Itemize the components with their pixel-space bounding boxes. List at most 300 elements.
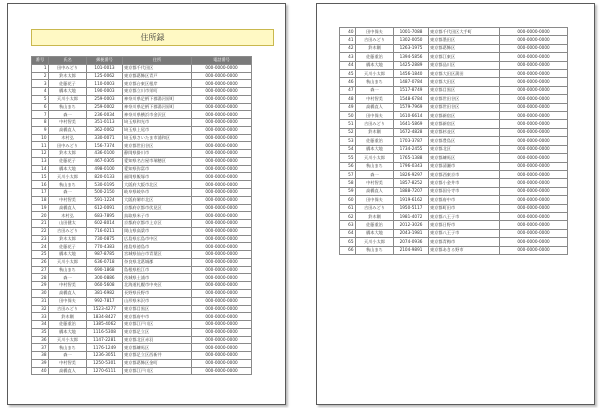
- table-row: [32, 103, 252, 111]
- cell-address: 東京都府中市: [123, 313, 192, 321]
- cell-no: 34: [32, 321, 49, 329]
- cell-no: 41: [340, 36, 356, 44]
- cell-zip: 1302-0050: [394, 36, 429, 44]
- cell-zip: 500-2150: [87, 189, 123, 197]
- cell-name: 中村智美: [356, 179, 394, 187]
- cell-address: 神奈川県横浜市金沢区: [123, 111, 192, 119]
- cell-zip: 1116-5308: [87, 328, 123, 336]
- cell-name: 佐藤花子: [49, 157, 87, 165]
- cell-tel: 000-0000-0000: [192, 212, 252, 220]
- table-row: [32, 336, 252, 344]
- cell-tel: 000-0000-0000: [500, 36, 568, 44]
- cell-tel: 000-0000-0000: [500, 170, 568, 178]
- table-row: [340, 120, 568, 128]
- cell-no: 18: [32, 196, 49, 204]
- table-row: [340, 145, 568, 153]
- cell-no: 53: [340, 137, 356, 145]
- cell-tel: 000-0000-0000: [500, 204, 568, 212]
- cell-name: 天川小太郎: [49, 95, 87, 103]
- cell-tel: 000-0000-0000: [192, 103, 252, 111]
- cell-name: 中村智美: [49, 196, 87, 204]
- cell-tel: 000-0000-0000: [192, 173, 252, 181]
- cell-tel: 000-0000-0000: [192, 282, 252, 290]
- cell-name: 山田健太: [49, 220, 87, 228]
- cell-tel: 000-0000-0000: [500, 162, 568, 170]
- table-row: [340, 103, 568, 111]
- table-row: [32, 204, 252, 212]
- table-row: [32, 220, 252, 228]
- table-row: [32, 196, 252, 204]
- cell-zip: 1703-3787: [394, 137, 429, 145]
- cell-name: 木村弘: [49, 212, 87, 220]
- cell-no: 63: [340, 221, 356, 229]
- cell-zip: 1517-8749: [394, 86, 429, 94]
- cell-tel: 000-0000-0000: [192, 344, 252, 352]
- cell-name: 橋本大地: [356, 61, 394, 69]
- table-row: [340, 128, 568, 136]
- cell-name: 佐藤重治: [49, 321, 87, 329]
- cell-name: 高橋直人: [356, 187, 394, 195]
- cell-no: 36: [32, 336, 49, 344]
- cell-no: 20: [32, 212, 49, 220]
- cell-no: 7: [32, 111, 49, 119]
- cell-zip: 1641-5869: [394, 120, 429, 128]
- cell-address: 岐阜県岐阜市: [123, 189, 192, 197]
- cell-zip: 602-8014: [87, 220, 123, 228]
- cell-address: 東京都小金井市: [429, 179, 500, 187]
- header-address: 住所: [123, 57, 192, 65]
- cell-tel: 000-0000-0000: [500, 128, 568, 136]
- cell-zip: 1425-2889: [394, 61, 429, 69]
- cell-no: 61: [340, 204, 356, 212]
- cell-zip: 362-0062: [87, 126, 123, 134]
- cell-address: 大阪府堺市北区: [123, 196, 192, 204]
- cell-address: 東京都目黒区: [123, 305, 192, 313]
- cell-address: 東京都練馬区: [123, 344, 192, 352]
- cell-address: 神奈川県足柄下郡湯河原町: [123, 103, 192, 111]
- cell-name: 木村弘: [49, 134, 87, 142]
- cell-tel: 000-0000-0000: [500, 28, 568, 36]
- cell-tel: 000-0000-0000: [192, 297, 252, 305]
- cell-zip: 992-7817: [87, 297, 123, 305]
- table-row: [340, 53, 568, 61]
- cell-zip: 612-0091: [87, 204, 123, 212]
- cell-zip: 381-6982: [87, 289, 123, 297]
- cell-tel: 000-0000-0000: [500, 95, 568, 103]
- cell-name: 橋本大地: [49, 88, 87, 96]
- cell-name: 中村智美: [49, 359, 87, 367]
- cell-zip: 820-0133: [87, 173, 123, 181]
- cell-tel: 000-0000-0000: [192, 220, 252, 228]
- cell-tel: 000-0000-0000: [500, 103, 568, 111]
- table-row: [340, 86, 568, 94]
- cell-name: 佐藤花子: [49, 243, 87, 251]
- table-row: [32, 64, 252, 72]
- cell-name: 中村智美: [356, 95, 394, 103]
- table-row: [340, 246, 568, 254]
- table-row: [32, 181, 252, 189]
- cell-tel: 000-0000-0000: [500, 53, 568, 61]
- cell-tel: 000-0000-0000: [192, 157, 252, 165]
- cell-no: 8: [32, 119, 49, 127]
- cell-name: 吉田みどり: [49, 227, 87, 235]
- header-zip: 郵便番号: [87, 57, 123, 65]
- cell-tel: 000-0000-0000: [192, 266, 252, 274]
- cell-address: 東京都府中市: [429, 196, 500, 204]
- cell-zip: 1834-8427: [87, 313, 123, 321]
- table-row: [340, 70, 568, 78]
- cell-no: 11: [32, 142, 49, 150]
- cell-address: 東京都あきる野市: [429, 246, 500, 254]
- cell-zip: 156-7374: [87, 142, 123, 150]
- cell-zip: 300-0886: [87, 274, 123, 282]
- cell-zip: 770-4383: [87, 243, 123, 251]
- cell-name: 天川小太郎: [356, 238, 394, 246]
- header-no: 番号: [32, 57, 49, 65]
- cell-address: 埼玉県和光市: [123, 119, 192, 127]
- cell-name: 天川小太郎: [356, 70, 394, 78]
- cell-tel: 000-0000-0000: [500, 137, 568, 145]
- table-row: [32, 88, 252, 96]
- cell-no: 48: [340, 95, 356, 103]
- cell-address: 徳島県徳島市: [123, 243, 192, 251]
- cell-tel: 000-0000-0000: [500, 187, 568, 195]
- cell-address: 北海道札幌市中央区: [123, 282, 192, 290]
- cell-no: 30: [32, 289, 49, 297]
- cell-address: 広島県広島市中区: [123, 235, 192, 243]
- header-tel: 電話番号: [192, 57, 252, 65]
- cell-zip: 1734-2455: [394, 145, 429, 153]
- table-row: [32, 134, 252, 142]
- cell-name: 高橋直人: [49, 289, 87, 297]
- cell-name: 田中みどり: [49, 64, 87, 72]
- cell-address: 東京都八王子市: [429, 229, 500, 237]
- cell-zip: 1270-6111: [87, 367, 123, 375]
- cell-name: 田中保夫: [356, 196, 394, 204]
- table-row: [340, 238, 568, 246]
- cell-address: 茨城県土浦市: [123, 274, 192, 282]
- table-row: [32, 313, 252, 321]
- cell-tel: 000-0000-0000: [500, 238, 568, 246]
- cell-zip: 060-5608: [87, 282, 123, 290]
- address-table-page-1: [31, 56, 252, 375]
- cell-name: 高橋直人: [49, 126, 87, 134]
- cell-zip: 1981-4072: [394, 212, 429, 220]
- cell-tel: 000-0000-0000: [192, 181, 252, 189]
- cell-no: 16: [32, 181, 49, 189]
- cell-address: 東京都西東京市: [429, 170, 500, 178]
- cell-no: 45: [340, 70, 356, 78]
- cell-no: 60: [340, 196, 356, 204]
- cell-no: 39: [32, 359, 49, 367]
- cell-zip: 1523-4277: [87, 305, 123, 313]
- cell-address: 東京都国分寺市: [429, 187, 500, 195]
- cell-tel: 000-0000-0000: [192, 321, 252, 329]
- cell-zip: 2104-9891: [394, 246, 429, 254]
- cell-no: 40: [340, 28, 356, 36]
- table-row: [32, 266, 252, 274]
- table-row: [340, 204, 568, 212]
- cell-no: 17: [32, 189, 49, 197]
- cell-zip: 467-0305: [87, 157, 123, 165]
- cell-zip: 1672-4828: [394, 128, 429, 136]
- cell-no: 6: [32, 103, 49, 111]
- cell-address: 東京都立川市栄町: [123, 88, 192, 96]
- table-row: [32, 235, 252, 243]
- cell-zip: 2074-0936: [394, 238, 429, 246]
- cell-tel: 000-0000-0000: [192, 336, 252, 344]
- table-row: [32, 243, 252, 251]
- cell-address: 東京都墨田区: [429, 36, 500, 44]
- table-row: [32, 282, 252, 290]
- cell-name: 秋山まち: [49, 344, 87, 352]
- cell-address: 東京都台東区根岸: [123, 80, 192, 88]
- page-2: [316, 3, 595, 405]
- cell-tel: 000-0000-0000: [192, 150, 252, 158]
- cell-no: 35: [32, 328, 49, 336]
- cell-tel: 000-0000-0000: [192, 251, 252, 259]
- cell-address: 東京都新宿区: [429, 112, 500, 120]
- table-row: [32, 305, 252, 313]
- cell-no: 54: [340, 145, 356, 153]
- cell-name: 田中保夫: [356, 112, 394, 120]
- cell-zip: 101-0013: [87, 64, 123, 72]
- cell-address: 東京都江戸川区: [123, 321, 192, 329]
- cell-tel: 000-0000-0000: [192, 189, 252, 197]
- cell-address: 東京都目黒区: [429, 86, 500, 94]
- cell-name: 高橋直人: [356, 103, 394, 111]
- cell-name: 森一: [356, 86, 394, 94]
- cell-zip: 2012-3026: [394, 221, 429, 229]
- cell-zip: 1236-3051: [87, 352, 123, 360]
- cell-zip: 1487-0784: [394, 78, 429, 86]
- cell-address: 岡山県高梁市: [123, 227, 192, 235]
- cell-zip: 530-0195: [87, 181, 123, 189]
- cell-zip: 125-0062: [87, 72, 123, 80]
- cell-no: 64: [340, 229, 356, 237]
- cell-address: 東京都千代田区大手町: [429, 28, 500, 36]
- cell-address: 宮城県仙台市青葉区: [123, 251, 192, 259]
- cell-no: 29: [32, 282, 49, 290]
- cell-address: 東京都豊島区: [429, 137, 500, 145]
- cell-address: 東京都北区赤羽: [123, 336, 192, 344]
- cell-zip: 716-0211: [87, 227, 123, 235]
- cell-address: 東京都世田谷区: [429, 103, 500, 111]
- cell-address: 神奈川県足柄下郡湯河原町: [123, 95, 192, 103]
- cell-zip: 1919-6162: [394, 196, 429, 204]
- table-row: [32, 173, 252, 181]
- cell-name: 鈴木剛: [49, 313, 87, 321]
- address-table-page-2: [339, 27, 568, 255]
- table-row: [32, 95, 252, 103]
- cell-tel: 000-0000-0000: [192, 328, 252, 336]
- cell-address: 東京都千代田区: [123, 64, 192, 72]
- cell-no: 9: [32, 126, 49, 134]
- cell-address: 東京都葛飾区青戸: [123, 72, 192, 80]
- cell-address: 東京都葛飾区金町: [123, 359, 192, 367]
- table-row: [340, 187, 568, 195]
- table-row: [32, 72, 252, 80]
- cell-name: 天川小太郎: [49, 336, 87, 344]
- cell-name: 森一: [356, 170, 394, 178]
- cell-no: 44: [340, 61, 356, 69]
- cell-zip: 1857-8252: [394, 179, 429, 187]
- cell-no: 25: [32, 251, 49, 259]
- cell-name: 佐藤花子: [49, 80, 87, 88]
- cell-zip: 690-1868: [87, 266, 123, 274]
- cell-tel: 000-0000-0000: [500, 196, 568, 204]
- cell-no: 55: [340, 154, 356, 162]
- cell-zip: 259-0002: [87, 103, 123, 111]
- cell-tel: 000-0000-0000: [500, 145, 568, 153]
- cell-address: 愛知県弥富市: [123, 165, 192, 173]
- cell-zip: 1888-7207: [394, 187, 429, 195]
- table-row: [32, 344, 252, 352]
- cell-zip: 351-0113: [87, 119, 123, 127]
- cell-name: 秋山まち: [49, 103, 87, 111]
- cell-tel: 000-0000-0000: [192, 64, 252, 72]
- cell-no: 15: [32, 173, 49, 181]
- cell-address: 東京都杉並区: [429, 128, 500, 136]
- cell-zip: 1950-5117: [394, 204, 429, 212]
- table-row: [340, 229, 568, 237]
- cell-no: 12: [32, 150, 49, 158]
- cell-tel: 000-0000-0000: [192, 119, 252, 127]
- table-row: [32, 274, 252, 282]
- cell-address: 東京都大田区蒲田: [429, 70, 500, 78]
- cell-tel: 000-0000-0000: [192, 80, 252, 88]
- table-row: [32, 80, 252, 88]
- cell-no: 42: [340, 44, 356, 52]
- cell-name: 佐藤重治: [356, 221, 394, 229]
- table-header-row: [32, 57, 252, 65]
- cell-tel: 000-0000-0000: [500, 70, 568, 78]
- cell-name: 橋本大地: [356, 229, 394, 237]
- table-row: [32, 359, 252, 367]
- cell-tel: 000-0000-0000: [500, 246, 568, 254]
- cell-name: 橋本大地: [356, 145, 394, 153]
- table-row: [340, 112, 568, 120]
- table-row: [32, 111, 252, 119]
- cell-no: 5: [32, 95, 49, 103]
- table-row: [340, 78, 568, 86]
- table-row: [340, 61, 568, 69]
- cell-name: 吉田みどり: [356, 204, 394, 212]
- cell-address: 福岡県飯塚市: [123, 173, 192, 181]
- cell-zip: 436-0100: [87, 150, 123, 158]
- cell-name: 森一: [49, 352, 87, 360]
- cell-no: 10: [32, 134, 49, 142]
- cell-no: 51: [340, 120, 356, 128]
- cell-zip: 236-0034: [87, 111, 123, 119]
- cell-no: 38: [32, 352, 49, 360]
- cell-address: 東京都足立区: [123, 328, 192, 336]
- cell-address: 東京都品川区: [429, 61, 500, 69]
- cell-no: 50: [340, 112, 356, 120]
- cell-name: 田中保夫: [49, 297, 87, 305]
- cell-no: 57: [340, 170, 356, 178]
- cell-zip: 330-0071: [87, 134, 123, 142]
- cell-address: 東京都足立区西新井: [123, 352, 192, 360]
- cell-no: 56: [340, 162, 356, 170]
- table-row: [32, 258, 252, 266]
- cell-no: 47: [340, 86, 356, 94]
- cell-zip: 110-0003: [87, 80, 123, 88]
- cell-name: 鈴木剛: [356, 128, 394, 136]
- cell-name: 森一: [49, 111, 87, 119]
- cell-address: 東京都清瀬市: [429, 162, 500, 170]
- table-row: [340, 162, 568, 170]
- cell-address: 京都府京都市伏見区: [123, 204, 192, 212]
- cell-zip: 636-0718: [87, 258, 123, 266]
- cell-no: 23: [32, 235, 49, 243]
- header-name: 氏名: [49, 57, 87, 65]
- cell-no: 37: [32, 344, 49, 352]
- cell-tel: 000-0000-0000: [192, 111, 252, 119]
- cell-zip: 1765-1388: [394, 154, 429, 162]
- cell-name: 鈴木太郎: [49, 235, 87, 243]
- cell-address: 東京都八王子市: [429, 212, 500, 220]
- cell-tel: 000-0000-0000: [500, 61, 568, 69]
- table-row: [32, 157, 252, 165]
- cell-name: 鈴木太郎: [49, 150, 87, 158]
- cell-tel: 000-0000-0000: [192, 313, 252, 321]
- cell-no: 4: [32, 88, 49, 96]
- cell-no: 52: [340, 128, 356, 136]
- cell-no: 13: [32, 157, 49, 165]
- cell-name: 中村智美: [49, 282, 87, 290]
- cell-tel: 000-0000-0000: [192, 72, 252, 80]
- cell-no: 27: [32, 266, 49, 274]
- cell-no: 24: [32, 243, 49, 251]
- cell-no: 43: [340, 53, 356, 61]
- table-row: [32, 126, 252, 134]
- cell-address: 東京都江戸川区: [123, 367, 192, 375]
- table-row: [32, 297, 252, 305]
- cell-name: 秋山まち: [356, 78, 394, 86]
- cell-tel: 000-0000-0000: [192, 165, 252, 173]
- cell-address: 愛知県名古屋市瑞穂区: [123, 157, 192, 165]
- cell-name: 田中保夫: [356, 28, 394, 36]
- cell-address: 東京都新宿区: [429, 120, 500, 128]
- cell-name: 鈴木剛: [356, 212, 394, 220]
- cell-name: 中村智美: [49, 119, 87, 127]
- cell-zip: 1826-9297: [394, 170, 429, 178]
- cell-tel: 000-0000-0000: [192, 95, 252, 103]
- cell-name: 高橋直人: [49, 204, 87, 212]
- table-row: [32, 142, 252, 150]
- cell-name: 秋山まち: [356, 246, 394, 254]
- table-row: [32, 189, 252, 197]
- cell-address: 東京都青梅市: [429, 238, 500, 246]
- cell-name: 鈴木剛: [356, 44, 394, 52]
- cell-name: 田中みどり: [49, 142, 87, 150]
- table-row: [32, 328, 252, 336]
- cell-name: 森一: [49, 189, 87, 197]
- cell-zip: 1394-5856: [394, 53, 429, 61]
- cell-address: 埼玉県上尾市: [123, 126, 192, 134]
- cell-zip: 1147-2281: [87, 336, 123, 344]
- cell-no: 21: [32, 220, 49, 228]
- cell-tel: 000-0000-0000: [192, 274, 252, 282]
- cell-name: 鈴木太郎: [49, 72, 87, 80]
- cell-tel: 000-0000-0000: [500, 212, 568, 220]
- table-row: [340, 212, 568, 220]
- cell-address: 京都府京都市上京区: [123, 220, 192, 228]
- cell-zip: 1001-7088: [394, 28, 429, 36]
- cell-name: 橋本大地: [49, 165, 87, 173]
- cell-tel: 000-0000-0000: [192, 289, 252, 297]
